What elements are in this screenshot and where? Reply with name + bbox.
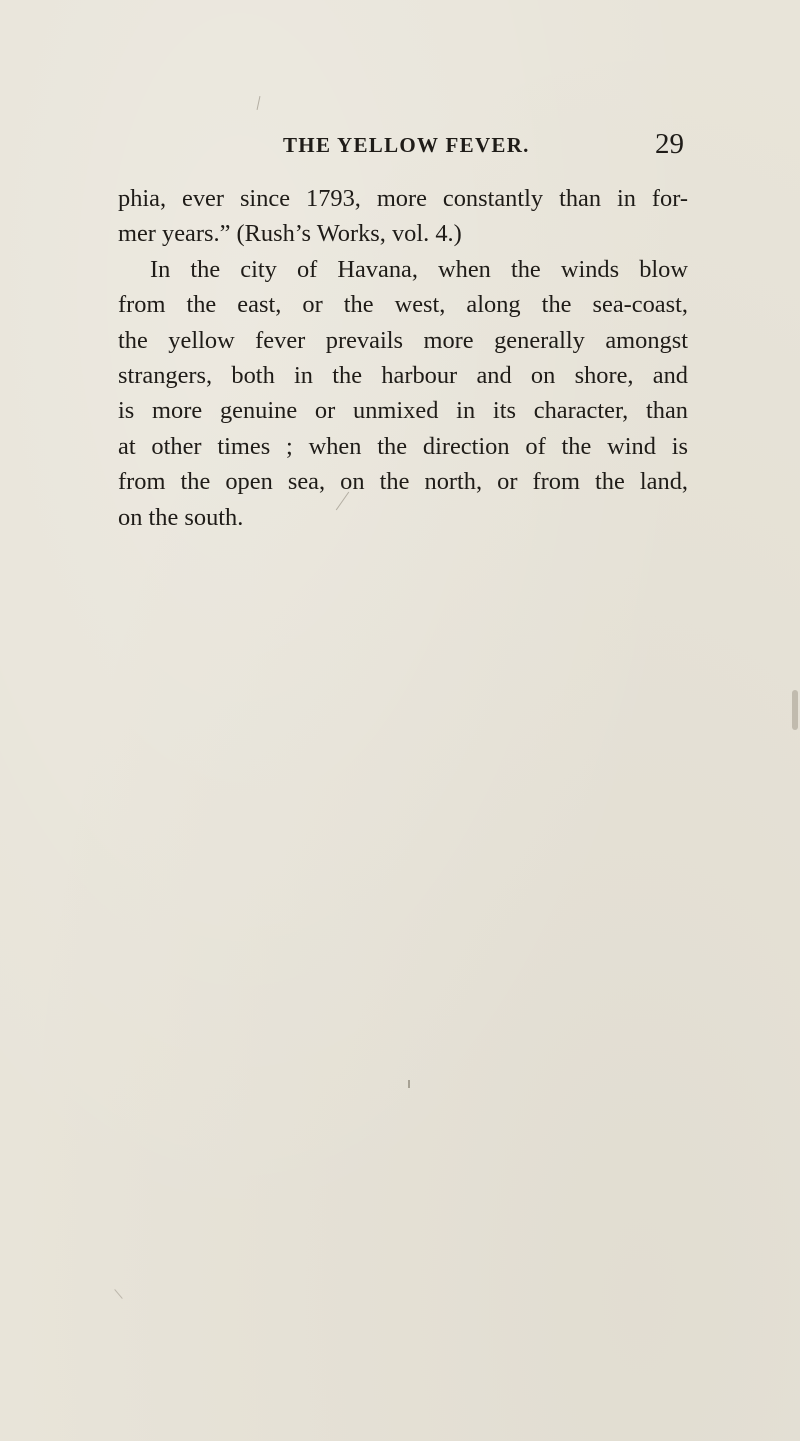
text-line: from the open sea, on the north, or from the land, (118, 468, 688, 496)
running-title: THE YELLOW FEVER. (283, 133, 530, 157)
text-line: is more genuine or unmixed in its character, than (118, 397, 688, 425)
paper-speck (114, 1289, 122, 1299)
page-header (118, 130, 684, 166)
body-text (118, 181, 688, 535)
text-line: phia, ever since 1793, more constantly than in for- (118, 185, 688, 212)
text-line: strangers, both in the harbour and on shore, and (118, 361, 688, 389)
text-line: mer years.” (Rush’s Works, vol. 4.) (118, 220, 462, 248)
paper-speck (257, 96, 261, 110)
paper-speck (408, 1080, 410, 1088)
page-number: 29 (655, 128, 684, 160)
text-line: on the south. (118, 503, 244, 531)
text-line: In the city of Havana, when the winds blow (150, 255, 688, 283)
text-line: at other times ; when the direction of the wind is (118, 432, 688, 460)
text-line: the yellow fever prevails more generally amongst (118, 326, 688, 354)
paper-speck (792, 690, 798, 730)
text-line: from the east, or the west, along the sea-coast, (118, 291, 688, 319)
